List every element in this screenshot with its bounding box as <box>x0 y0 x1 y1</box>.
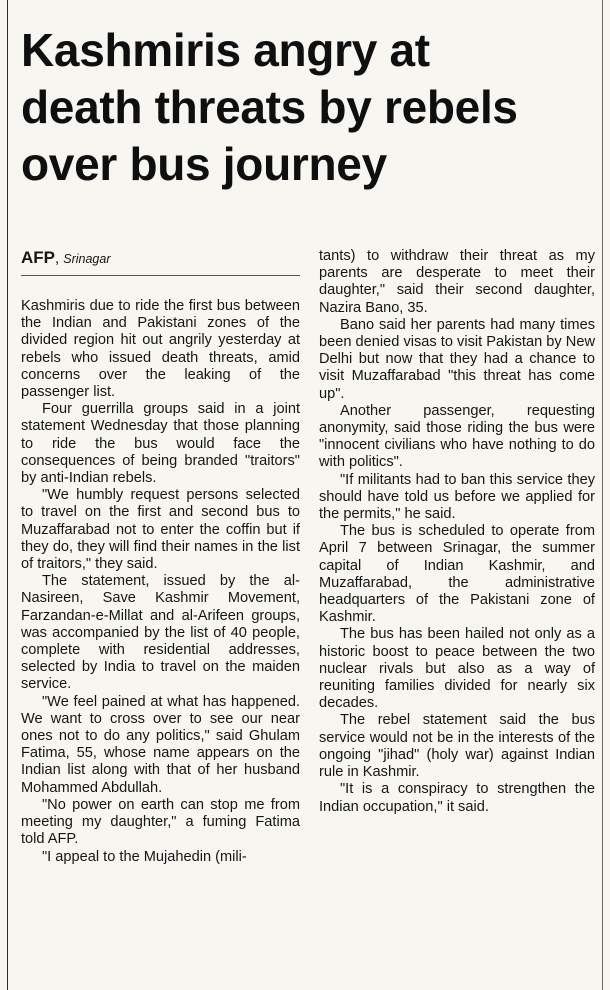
clipping-left-edge <box>7 0 8 990</box>
article-paragraph: "I appeal to the Mujahedin (mili- <box>42 848 247 865</box>
article-paragraph: "If militants had to ban this service they should have told us before we applied for the permits," he said. <box>319 471 595 523</box>
article-paragraph: The bus is scheduled to operate from April 7 between Srinagar, the summer capital of Indian Kashmir, and Muzaffarabad, the administrative headquarters of the Pakistani zone of Kashmir. <box>319 523 595 626</box>
byline-separator: , <box>55 250 60 267</box>
article-paragraph: tants) to withdraw their threat as my parents are desperate to meet their daughter," said their second daughter, Nazira Bano, 35. <box>319 248 595 316</box>
article-paragraph: "We humbly request persons selected to travel on the first and second bus to Muzaffarabad not to enter the coffin but if they do, they will find their names in the list of traitors," they said. <box>21 487 300 573</box>
article-paragraph: Another passenger, requesting anonymity, said those riding the bus were "innocent civilians who have nothing to do with politics". <box>319 402 595 471</box>
byline-agency: AFP <box>21 248 55 267</box>
headline-line: over bus journey <box>21 138 387 190</box>
headline-line: death threats by rebels <box>21 81 518 133</box>
article-paragraph: "It is a conspiracy to strengthen the Indian occupation," it said. <box>319 781 595 815</box>
article-paragraph: The statement, issued by the al-Nasireen, Save Kashmir Movement, Farzandan-e-Millat and al-Arifeen groups, was accompanied by the list of 40 people, complete with residential addresses, selected by India to travel on the maiden service. <box>21 573 300 693</box>
byline-location: Srinagar <box>63 252 111 266</box>
article-paragraph: Kashmiris due to ride the first bus between the Indian and Pakistani zones of the divided region hit out angrily yesterday at rebels who issued death threats, amid concerns over the leaking of the passenger list. <box>21 298 300 401</box>
article-paragraph: Four guerrilla groups said in a joint statement Wednesday that those planning to ride the bus would face the consequences of being branded "traitors" by anti-Indian rebels. <box>21 401 300 487</box>
article-paragraph: "We feel pained at what has happened. We want to cross over to see our near ones not to do any politics," said Ghulam Fatima, 55, whose name appears on the Indian list along with that of her husband Mohammed Abdullah. <box>21 693 300 796</box>
article-paragraph: The bus has been hailed not only as a historic boost to peace between the two nuclear rivals but also as a way of reuniting families divided for nearly six decades. <box>319 626 595 712</box>
article-paragraph: "No power on earth can stop me from meeting my daughter," a fuming Fatima told AFP. <box>21 796 300 848</box>
article-column-right <box>319 248 595 816</box>
article-paragraph: The rebel statement said the bus service would not be in the interests of the ongoing "jihad" (holy war) against Indian rule in Kashmir. <box>319 712 595 781</box>
article-paragraph: Bano said her parents had many times been denied visas to visit Pakistan by New Delhi but now that they had a chance to visit Muzaffarabad "this threat has come up". <box>319 316 595 402</box>
headline-line: Kashmiris angry at <box>21 24 430 76</box>
byline <box>21 248 300 276</box>
clipping-right-edge <box>602 0 603 990</box>
headline <box>21 22 601 193</box>
article-column-left <box>21 248 300 866</box>
